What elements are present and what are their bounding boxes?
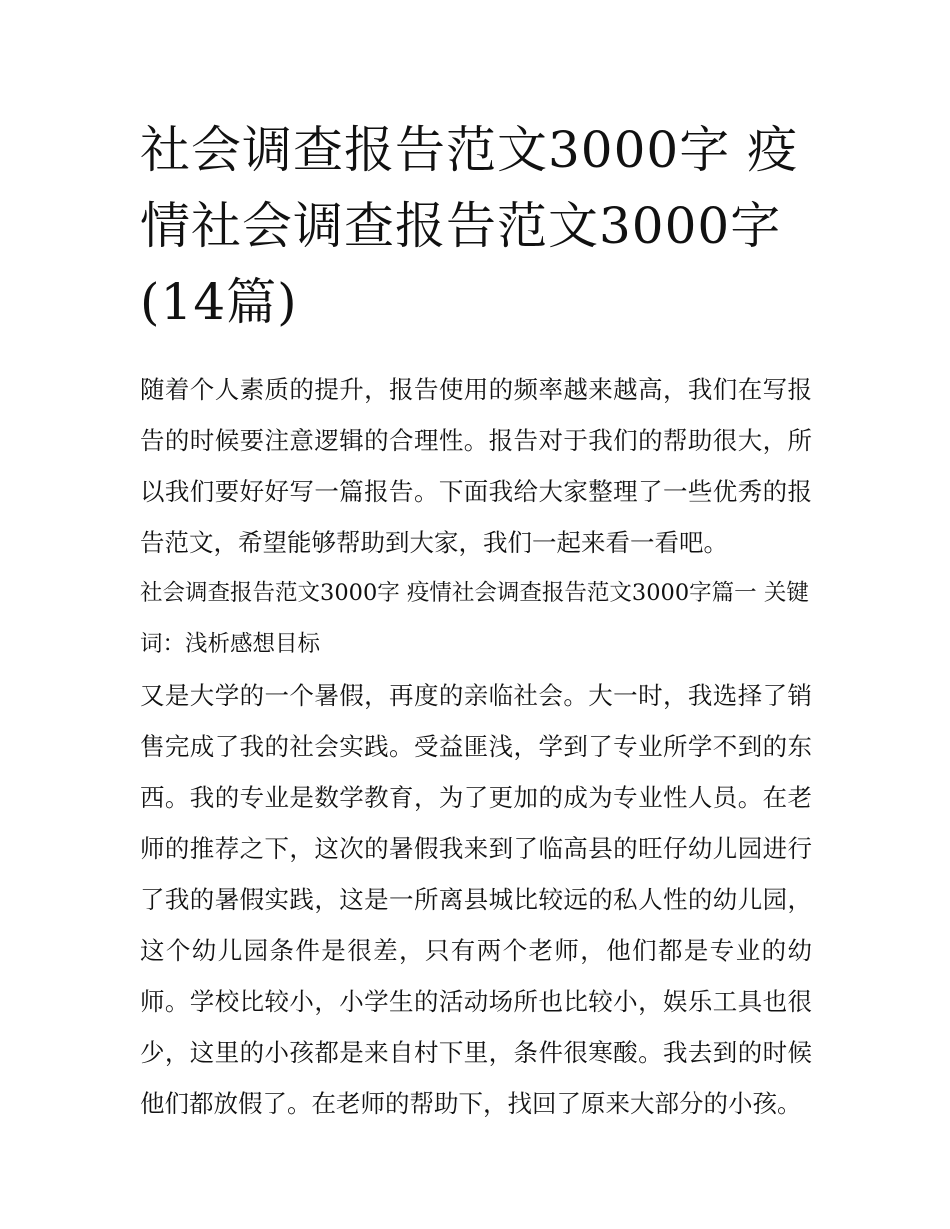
document-page <box>140 112 812 1129</box>
document-title: 社会调查报告范文3000字 疫情社会调查报告范文3000字(14篇) <box>140 121 799 331</box>
intro-paragraph: 随着个人素质的提升，报告使用的频率越来越高，我们在写报告的时候要注意逻辑的合理性。报告对于我们的帮助很大，所以我们要好好写一篇报告。下面我给大家整理了一些优秀的报告范文，希望能够帮助到大家，我们一起来看一看吧。 <box>140 375 812 557</box>
body-paragraph: 又是大学的一个暑假，再度的亲临社会。大一时，我选择了销售完成了我的社会实践。受益匪浅，学到了专业所学不到的东西。我的专业是数学教育，为了更加的成为专业性人员。在老师的推荐之下，这次的暑假我来到了临高县的旺仔幼儿园进行了我的暑假实践，这是一所离县城比较远的私人性的幼儿园，这个幼儿园条件是很差，只有两个老师，他们都是专业的幼师。学校比较小，小学生的活动场所也比较小，娱乐工具也很少，这里的小孩都是来自村下里，条件很寒酸。我去到的时候他们都放假了。在老师的帮助下，找回了原来大部分的小孩。 <box>140 681 812 1118</box>
section-heading: 社会调查报告范文3000字 疫情社会调查报告范文3000字篇一 关键词：浅析感想目标 <box>140 580 809 657</box>
